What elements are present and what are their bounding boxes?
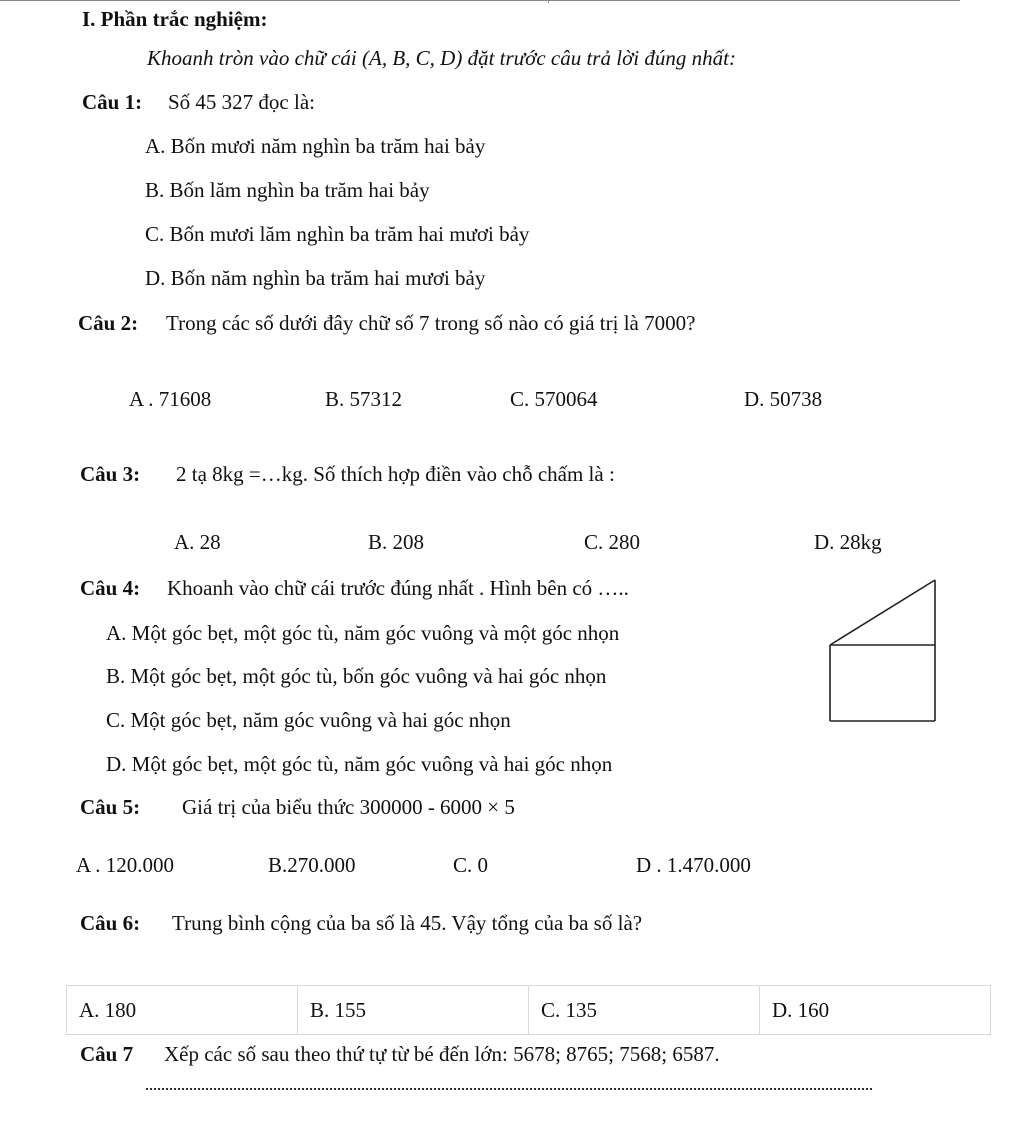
question-3-option-b[interactable]: B. 208	[368, 530, 425, 554]
question-7-label: Câu 7	[80, 1042, 134, 1066]
instruction: Khoanh tròn vào chữ cái (A, B, C, D) đặt trước câu trả lời đúng nhất:	[147, 46, 736, 70]
question-4-option-a[interactable]: A. Một góc bẹt, một góc tù, năm góc vuông và một góc nhọn	[106, 621, 620, 645]
question-1-option-a[interactable]: A. Bốn mươi năm nghìn ba trăm hai bảy	[145, 134, 486, 158]
question-5-option-d[interactable]: D . 1.470.000	[636, 853, 751, 877]
question-4-option-b[interactable]: B. Một góc bẹt, một góc tù, bốn góc vuông và hai góc nhọn	[106, 664, 607, 688]
question-7-text: Xếp các số sau theo thứ tự từ bé đến lớn: 5678; 8765; 7568; 6587.	[164, 1042, 720, 1066]
question-3-option-a[interactable]: A. 28	[174, 530, 221, 554]
angle-figure	[825, 577, 940, 725]
answer-dotted-line[interactable]	[146, 1088, 872, 1090]
question-5-text: Giá trị của biểu thức 300000 - 6000 × 5	[182, 795, 515, 819]
question-6-option-a[interactable]: A. 180	[67, 986, 298, 1035]
question-3-option-d[interactable]: D. 28kg	[814, 530, 882, 554]
question-5-option-b[interactable]: B.270.000	[268, 853, 356, 877]
question-6-option-c[interactable]: C. 135	[529, 986, 760, 1035]
top-border-tick	[548, 0, 549, 3]
question-1-text: Số 45 327 đọc là:	[168, 90, 315, 114]
question-2-option-c[interactable]: C. 570064	[510, 387, 598, 411]
question-3-label: Câu 3:	[80, 462, 141, 486]
question-2-option-b[interactable]: B. 57312	[325, 387, 403, 411]
question-4-label: Câu 4:	[80, 576, 141, 600]
question-6-text: Trung bình cộng của ba số là 45. Vậy tổng của ba số là?	[172, 911, 643, 935]
question-1-option-b[interactable]: B. Bốn lăm nghìn ba trăm hai bảy	[145, 178, 430, 202]
question-5-label: Câu 5:	[80, 795, 141, 819]
top-border-line	[0, 0, 960, 1]
question-6-answer-table	[66, 985, 991, 1035]
question-3-text: 2 tạ 8kg =…kg. Số thích hợp điền vào chỗ chấm là :	[176, 462, 615, 486]
figure-slant-edge	[830, 580, 935, 645]
question-6-label: Câu 6:	[80, 911, 141, 935]
question-5-option-c[interactable]: C. 0	[453, 853, 489, 877]
question-1-option-c[interactable]: C. Bốn mươi lăm nghìn ba trăm hai mươi bảy	[145, 222, 530, 246]
question-1-option-d[interactable]: D. Bốn năm nghìn ba trăm hai mươi bảy	[145, 266, 486, 290]
question-1-label: Câu 1:	[82, 90, 143, 114]
question-2-option-a[interactable]: A . 71608	[129, 387, 212, 411]
question-2-option-d[interactable]: D. 50738	[744, 387, 823, 411]
question-6-option-b[interactable]: B. 155	[298, 986, 529, 1035]
question-4-option-c[interactable]: C. Một góc bẹt, năm góc vuông và hai góc nhọn	[106, 708, 511, 732]
question-6-option-d[interactable]: D. 160	[760, 986, 991, 1035]
question-2-label: Câu 2:	[78, 311, 139, 335]
question-2-text: Trong các số dưới đây chữ số 7 trong số nào có giá trị là 7000?	[166, 311, 696, 335]
question-4-text: Khoanh vào chữ cái trước đúng nhất . Hình bên có …..	[167, 576, 629, 600]
question-4-option-d[interactable]: D. Một góc bẹt, một góc tù, năm góc vuông và hai góc nhọn	[106, 752, 613, 776]
question-5-option-a[interactable]: A . 120.000	[76, 853, 175, 877]
table-row	[67, 986, 991, 1035]
question-3-option-c[interactable]: C. 280	[584, 530, 641, 554]
section-title: I. Phần trắc nghiệm:	[82, 7, 268, 31]
